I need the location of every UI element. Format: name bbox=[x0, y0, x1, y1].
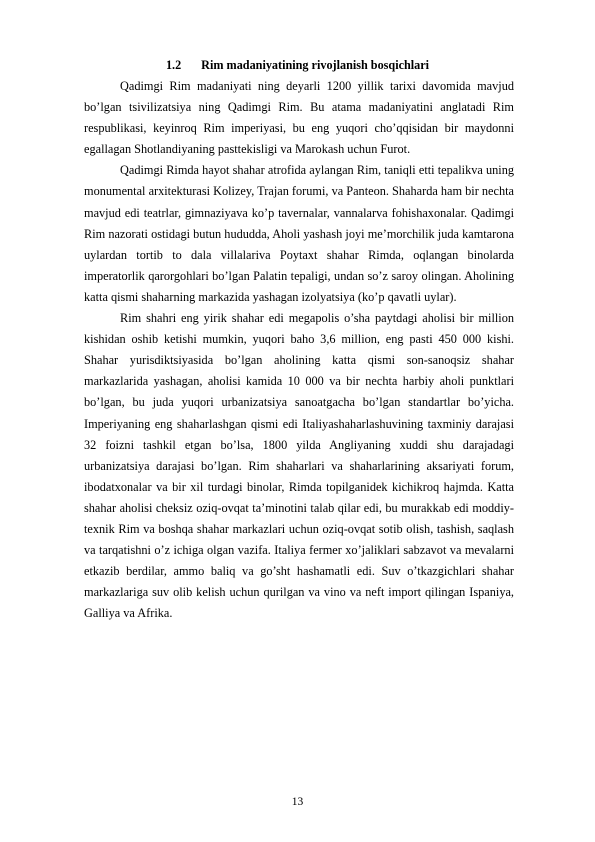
section-number: 1.2 bbox=[165, 58, 182, 72]
body-text bbox=[84, 76, 514, 624]
paragraph: Qadimgi Rimda hayot shahar atrofida aylangan Rim, taniqli etti tepalikva uning monumental arxitekturasi Kolizey, Trajan forumi, va Panteon. Shaharda ham bir nechta mavjud edi teatrlar, gimnaziyava ko’p tavernalar, vannalarva fohishaxonalar. Qadimgi Rim nazorati ostidagi butun hududda, Aholi yashash joyi me’morchilik juda kamtarona uylardan tortib to dala villalariva Poytaxt shahar Rimda, oqlangan binolarda imperatorlik qarorgohlari bo’lgan Palatin tepaligi, undan so’z saroy olingan. Aholining katta qismi shaharning markazida yashagan izolyatsiya (ko’p qavatli uylar). bbox=[84, 163, 514, 304]
paragraph: Rim shahri eng yirik shahar edi megapolis o’sha paytdagi aholisi bir million kishidan oshib ketishi mumkin, yuqori baho 3,6 million, eng pasti 450 000 kishi. Shahar yurisdiktsiyasida bo’lgan aholining katta qismi son-sanoqsiz shahar markazlarida yashagan, aholisi kamida 10 000 va bir nechta harbiy aholi punktlari bo’lgan, bu juda yuqori urbanizatsiya sanoatgacha bo’lgan standartlar bo’yicha. Imperiyaning eng shaharlashgan qismi edi Italiyashaharlashuvining taxminiy darajasi 32 foizni tashkil etgan bo’lsa, 1800 yilda Angliyaning xuddi shu darajadagi urbanizatsiya darajasi bo’lgan. Rim shaharlari va shaharlarining aksariyati forum, ibodatxonalar va bir xil turdagi binolar, Rimda topilganidek kichikroq hajmda. Katta shahar aholisi cheksiz oziq-ovqat ta’minotini talab qilar edi, bu murakkab edi moddiy-texnik Rim va boshqa shahar markazlari uchun oziq-ovqat sotib olish, tashish, saqlash va tarqatishni o’z ichiga olgan vazifa. Italiya fermer xo’jaliklari sabzavot va mevalarni etkazib berdilar, ammo baliq va go’sht hashamatli edi. Suv o’tkazgichlari shahar markazlariga suv olib kelish uchun qurilgan va vino va neft import qilingan Ispaniya, Galliya va Afrika. bbox=[84, 311, 514, 621]
section-heading bbox=[0, 57, 595, 73]
paragraph: Qadimgi Rim madaniyati ning deyarli 1200 yillik tarixi davomida mavjud bo’lgan tsivilizatsiya ning Qadimgi Rim. Bu atama madaniyatini anglatadi Rim respublikasi, keyinroq Rim imperiyasi, bu eng yuqori cho’qqisidan bir maydonni egallagan Shotlandiyaning pasttekisligi va Marokash uchun Furot. bbox=[84, 79, 514, 157]
section-title: Rim madaniyatining rivojlanish bosqichlari bbox=[201, 58, 430, 72]
page-number: 13 bbox=[291, 796, 304, 808]
